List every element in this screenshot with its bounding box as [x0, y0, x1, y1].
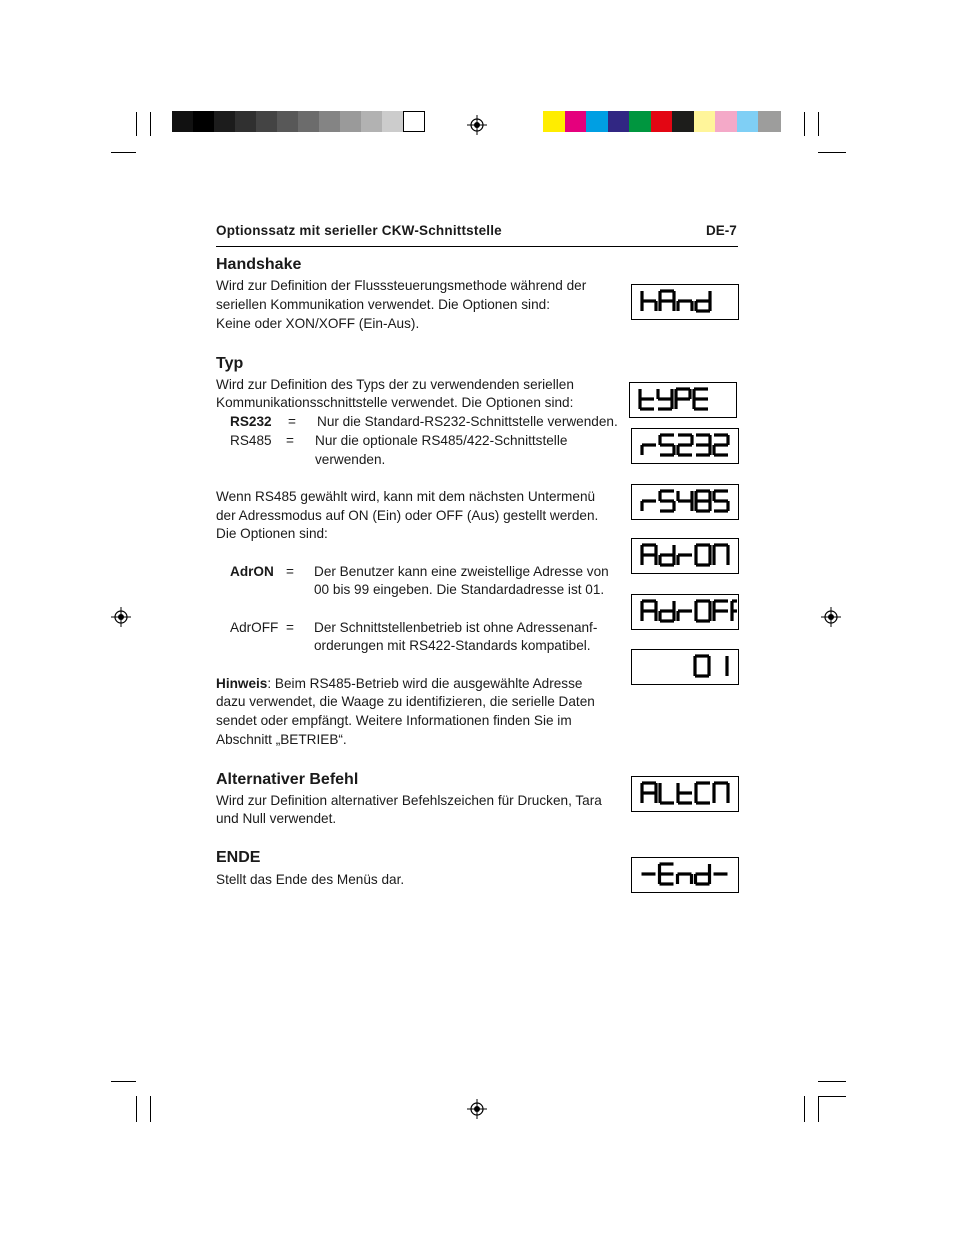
color-swatch	[608, 111, 631, 132]
address-text-line: Wenn RS485 gewählt wird, kann mit dem nächsten Untermenü	[216, 489, 596, 504]
lcd-character	[660, 435, 674, 455]
note-label: Hinweis	[216, 676, 268, 691]
lcd-display-rs232	[631, 428, 739, 464]
registration-mark-icon	[467, 1099, 487, 1119]
lcd-character	[678, 491, 692, 511]
note-text-line: dazu verwendet, die Waage zu identifizieren, die serielle Daten	[216, 694, 595, 709]
lcd-character	[660, 783, 674, 803]
address-text-line: Die Optionen sind:	[216, 526, 328, 541]
lcd-character	[678, 874, 692, 884]
lcd-character	[714, 435, 728, 455]
lcd-character	[678, 301, 692, 311]
running-header-title: Optionssatz mit serieller CKW-Schnittstelle	[216, 223, 502, 238]
color-swatch	[298, 111, 320, 132]
option-label-adroff: AdrOFF	[230, 620, 279, 635]
color-swatch	[651, 111, 674, 132]
option-equals: =	[286, 620, 294, 635]
ende-text-line: Stellt das Ende des Menüs dar.	[216, 872, 405, 887]
lcd-character	[678, 783, 692, 803]
option-desc-adron: 00 bis 99 eingeben. Die Standardadresse ist 01.	[314, 582, 605, 597]
option-equals: =	[286, 433, 294, 448]
lcd-character	[658, 389, 672, 409]
lcd-character	[696, 783, 710, 803]
lcd-character	[694, 389, 708, 409]
lcd-character	[696, 435, 710, 455]
option-desc-rs485: verwenden.	[315, 452, 386, 467]
color-swatch	[715, 111, 738, 132]
alt-text-line: Wird zur Definition alternativer Befehlszeichen für Drucken, Tara	[216, 793, 602, 808]
color-swatch	[672, 111, 695, 132]
option-desc-adron: Der Benutzer kann eine zweistellige Adresse von	[314, 564, 609, 579]
handshake-text-line: seriellen Kommunikation verwendet. Die Optionen sind:	[216, 297, 550, 312]
page-number: DE-7	[706, 223, 737, 238]
address-text-line: der Adressmodus auf ON (Ein) oder OFF (Aus) gestellt werden.	[216, 508, 599, 523]
color-swatch	[235, 111, 257, 132]
lcd-character	[640, 389, 654, 409]
lcd-character	[696, 601, 710, 621]
color-swatch	[256, 111, 278, 132]
color-swatch	[737, 111, 760, 132]
lcd-display-rs485	[631, 484, 739, 520]
lcd-character	[660, 864, 674, 884]
color-swatch	[319, 111, 341, 132]
color-swatch	[382, 111, 404, 132]
lcd-character	[660, 491, 674, 511]
note-paragraph	[216, 675, 626, 694]
lcd-character	[696, 491, 710, 511]
lcd-display-address-value	[631, 649, 739, 685]
lcd-character	[714, 545, 728, 565]
lcd-display-altcmd	[631, 776, 739, 812]
color-swatch	[629, 111, 652, 132]
lcd-character	[678, 611, 692, 621]
typ-text-line: Kommunikationsschnittstelle verwendet. Die Optionen sind:	[216, 395, 574, 410]
lcd-character	[660, 291, 674, 311]
lcd-character	[642, 445, 656, 455]
color-swatch	[277, 111, 299, 132]
option-desc-adroff: Der Schnittstellenbetrieb ist ohne Adressenanf-	[314, 620, 598, 635]
lcd-display-adron	[631, 538, 739, 574]
option-equals: =	[286, 564, 294, 579]
lcd-character	[660, 545, 674, 565]
lcd-character	[678, 555, 692, 565]
color-swatch	[193, 111, 215, 132]
option-desc-rs485: Nur die optionale RS485/422-Schnittstelle	[315, 433, 568, 448]
lcd-character	[642, 783, 656, 803]
color-swatch	[214, 111, 236, 132]
registration-mark-icon	[111, 607, 131, 627]
typ-text-line: Wird zur Definition des Typs der zu verwendenden seriellen	[216, 377, 574, 392]
color-swatch	[694, 111, 717, 132]
lcd-character	[642, 501, 656, 511]
color-swatch	[586, 111, 609, 132]
color-swatch	[361, 111, 383, 132]
header-rule	[216, 246, 738, 247]
section-heading-typ: Typ	[216, 355, 244, 372]
note-text: : Beim RS485-Betrieb wird die ausgewählte Adresse	[267, 676, 583, 691]
lcd-character	[714, 601, 728, 621]
lcd-display-type	[629, 382, 737, 418]
option-equals: =	[288, 414, 296, 429]
section-heading-alternative-command: Alternativer Befehl	[216, 771, 359, 788]
color-swatch	[340, 111, 362, 132]
color-swatch	[758, 111, 781, 132]
lcd-character	[642, 291, 656, 311]
lcd-character	[642, 545, 656, 565]
lcd-display-adroff	[631, 594, 739, 630]
note-text-line: sendet oder empfängt. Weitere Informationen finden Sie im	[216, 713, 572, 728]
lcd-character	[696, 864, 710, 884]
option-label-rs232: RS232	[230, 414, 272, 429]
lcd-character	[676, 389, 690, 409]
handshake-text-line: Keine oder XON/XOFF (Ein-Aus).	[216, 316, 420, 331]
option-label-adron: AdrON	[230, 564, 274, 579]
note-text-line: Abschnitt „BETRIEB“.	[216, 732, 347, 747]
handshake-text-line: Wird zur Definition der Flusssteuerungsmethode während der	[216, 278, 587, 293]
option-desc-adroff: orderungen mit RS422-Standards kompatibel.	[314, 638, 591, 653]
color-swatch	[565, 111, 588, 132]
registration-mark-icon	[467, 115, 487, 135]
lcd-character	[642, 601, 656, 621]
option-label-rs485: RS485	[230, 433, 272, 448]
lcd-character	[696, 291, 710, 311]
lcd-character	[714, 491, 728, 511]
lcd-character	[695, 656, 709, 676]
lcd-character	[660, 601, 674, 621]
lcd-display-end	[631, 857, 739, 893]
color-swatch	[543, 111, 566, 132]
lcd-character	[678, 435, 692, 455]
section-heading-ende: ENDE	[216, 849, 261, 866]
color-swatch	[172, 111, 194, 132]
section-heading-handshake: Handshake	[216, 256, 302, 273]
alt-text-line: und Null verwendet.	[216, 811, 337, 826]
option-desc-rs232: Nur die Standard-RS232-Schnittstelle verwenden.	[317, 414, 618, 429]
lcd-character	[696, 545, 710, 565]
lcd-display-handshake	[631, 284, 739, 320]
lcd-character	[732, 601, 737, 621]
registration-mark-icon	[821, 607, 841, 627]
lcd-character	[714, 783, 728, 803]
color-swatch	[403, 111, 425, 132]
